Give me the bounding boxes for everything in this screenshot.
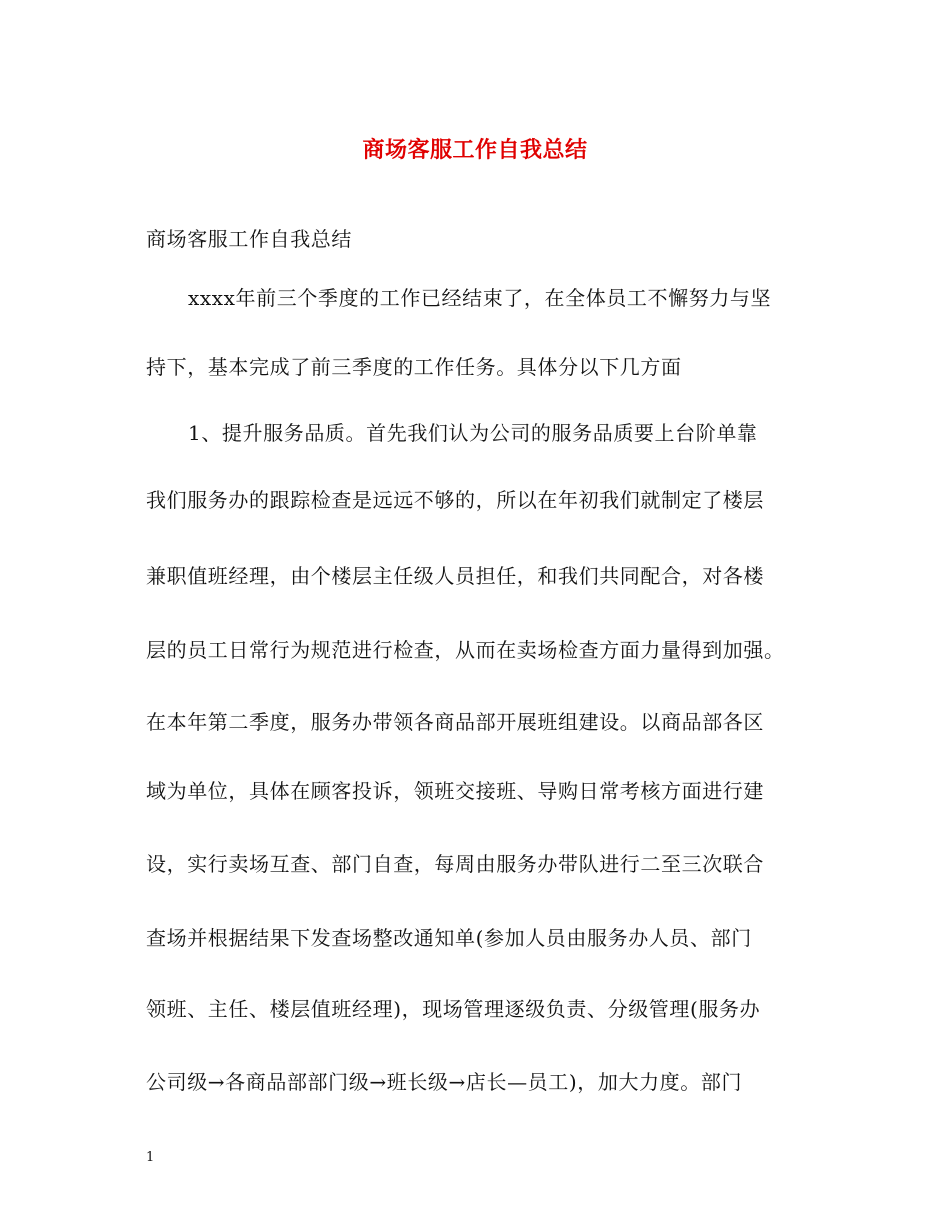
paragraph-line: 在本年第二季度，服务办带领各商品部开展班组建设。以商品部各区 xyxy=(146,710,764,734)
paragraph-line: 持下，基本完成了前三季度的工作任务。具体分以下几方面 xyxy=(146,355,682,379)
page-number: 1 xyxy=(146,1150,155,1165)
paragraph-line: 层的员工日常行为规范进行检查，从而在卖场检查方面力量得到加强。 xyxy=(146,638,785,662)
paragraph-line: 兼职值班经理，由个楼层主任级人员担任，和我们共同配合，对各楼 xyxy=(146,564,764,588)
document-title: 商场客服工作自我总结 xyxy=(362,137,588,163)
paragraph-line: 域为单位，具体在顾客投诉，领班交接班、导购日常考核方面进行建 xyxy=(146,779,764,803)
paragraph-line: 1、提升服务品质。首先我们认为公司的服务品质要上台阶单靠 xyxy=(188,421,758,445)
document-subtitle: 商场客服工作自我总结 xyxy=(146,227,352,251)
paragraph-line: 设，实行卖场互查、部门自查，每周由服务办带队进行二至三次联合 xyxy=(146,852,764,876)
paragraph-line: xxxx年前三个季度的工作已经结束了，在全体员工不懈努力与坚 xyxy=(188,286,772,310)
paragraph-line: 查场并根据结果下发查场整改通知单(参加人员由服务办人员、部门 xyxy=(146,926,752,950)
paragraph-line: 公司级→各商品部部门级→班长级→店长—员工)，加大力度。部门 xyxy=(146,1070,743,1094)
paragraph-line: 我们服务办的跟踪检查是远远不够的，所以在年初我们就制定了楼层 xyxy=(146,488,764,512)
paragraph-line: 领班、主任、楼层值班经理)，现场管理逐级负责、分级管理(服务办 xyxy=(146,997,761,1021)
